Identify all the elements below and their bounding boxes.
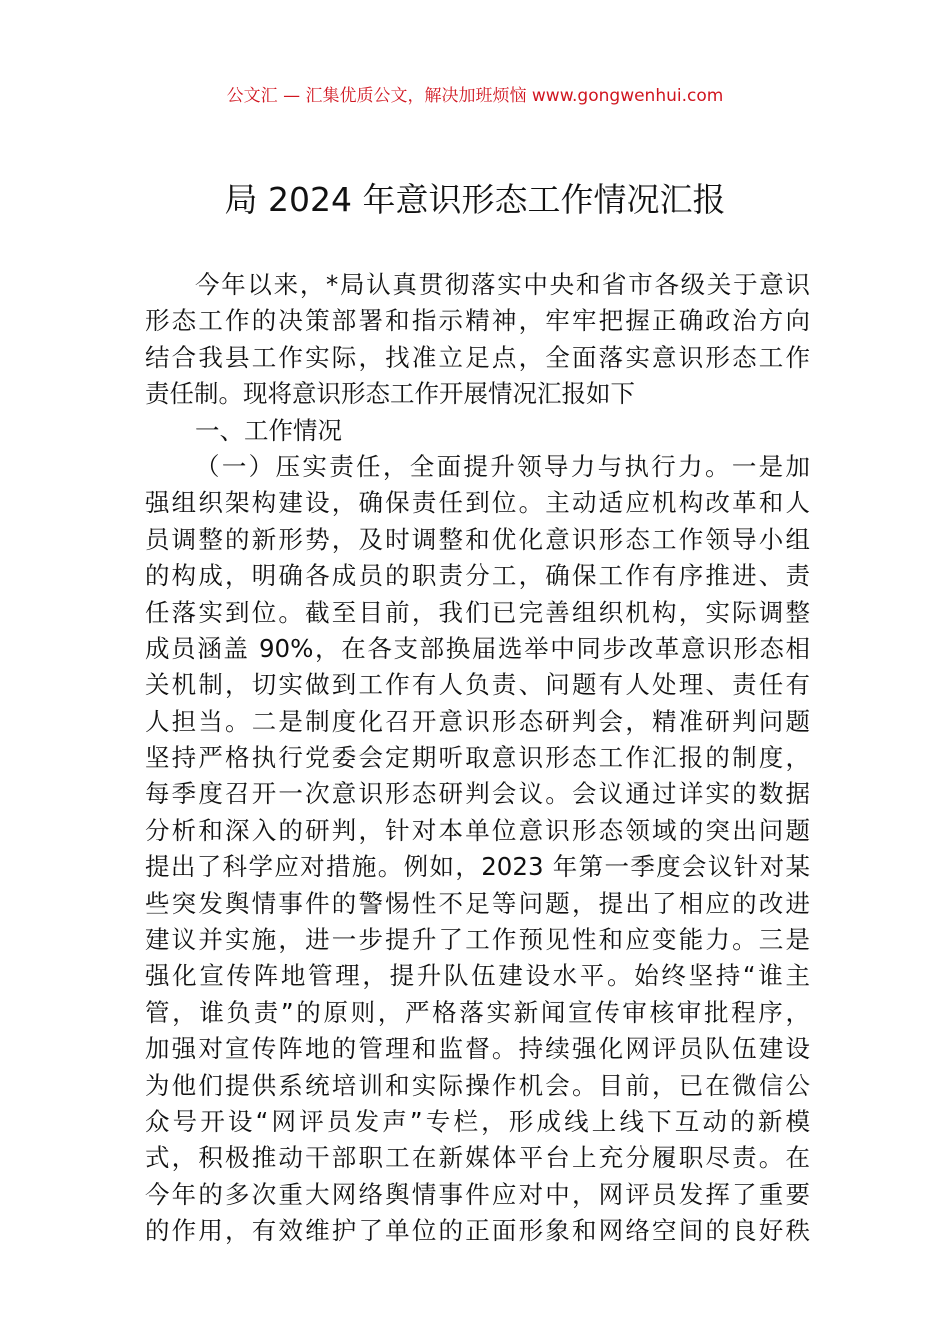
paragraph-line: 管，谁负责”的原则，严格落实新闻宣传审核审批程序，	[145, 997, 810, 1027]
paragraph-line: 人担当。二是制度化召开意识形态研判会，精准研判问题	[145, 706, 810, 736]
paragraph-line: 的构成，明确各成员的职责分工，确保工作有序推进、责	[145, 561, 810, 591]
paragraph-line: 众号开设“网评员发声”专栏，形成线上线下互动的新模	[145, 1106, 810, 1136]
intro-line: 责任制。现将意识形态工作开展情况汇报如下	[145, 379, 635, 409]
paragraph-line: 的作用，有效维护了单位的正面形象和网络空间的良好秩	[145, 1216, 810, 1246]
intro-line: 形态工作的决策部署和指示精神，牢牢把握正确政治方向	[145, 306, 810, 336]
paragraph-line: 提出了科学应对措施。例如，2023 年第一季度会议针对某	[145, 852, 810, 882]
header-banner[interactable]: 公文汇 — 汇集优质公文，解决加班烦恼 www.gongwenhui.com	[226, 86, 724, 106]
paragraph-line: （一）压实责任，全面提升领导力与执行力。一是加	[195, 451, 810, 481]
paragraph-line: 每季度召开一次意识形态研判会议。会议通过详实的数据	[145, 779, 810, 809]
paragraph-line: 员调整的新形势，及时调整和优化意识形态工作领导小组	[145, 524, 810, 554]
document-body	[145, 267, 810, 1250]
paragraph-line: 建议并实施，进一步提升了工作预见性和应变能力。三是	[145, 925, 810, 955]
paragraph-line: 分析和深入的研判，针对本单位意识形态领域的突出问题	[145, 815, 810, 845]
paragraph-line: 任落实到位。截至目前，我们已完善组织机构，实际调整	[145, 597, 810, 627]
paragraph-line: 式，积极推动干部职工在新媒体平台上充分履职尽责。在	[145, 1143, 810, 1173]
paragraph-line: 成员涵盖 90%，在各支部换届选举中同步改革意识形态相	[145, 633, 810, 663]
paragraph-line: 关机制，切实做到工作有人负责、问题有人处理、责任有	[145, 670, 810, 700]
intro-line: 今年以来，*局认真贯彻落实中央和省市各级关于意识	[195, 270, 810, 299]
paragraph-line: 强化宣传阵地管理，提升队伍建设水平。始终坚持“谁主	[145, 961, 810, 991]
paragraph-line: 坚持严格执行党委会定期听取意识形态工作汇报的制度，	[145, 743, 810, 773]
paragraph-line: 为他们提供系统培训和实际操作机会。目前，已在微信公	[145, 1070, 810, 1100]
paragraph-line: 强组织架构建设，确保责任到位。主动适应机构改革和人	[145, 488, 810, 518]
document-title: 局 2024 年意识形态工作情况汇报	[224, 180, 726, 219]
intro-line: 结合我县工作实际，找准立足点，全面落实意识形态工作	[145, 342, 810, 372]
paragraph-line: 些突发舆情事件的警惕性不足等问题，提出了相应的改进	[145, 888, 810, 918]
paragraph-line: 加强对宣传阵地的管理和监督。持续强化网评员队伍建设	[145, 1034, 810, 1064]
paragraph-line: 今年的多次重大网络舆情事件应对中，网评员发挥了重要	[145, 1179, 810, 1209]
section-heading: 一、工作情况	[195, 415, 342, 445]
